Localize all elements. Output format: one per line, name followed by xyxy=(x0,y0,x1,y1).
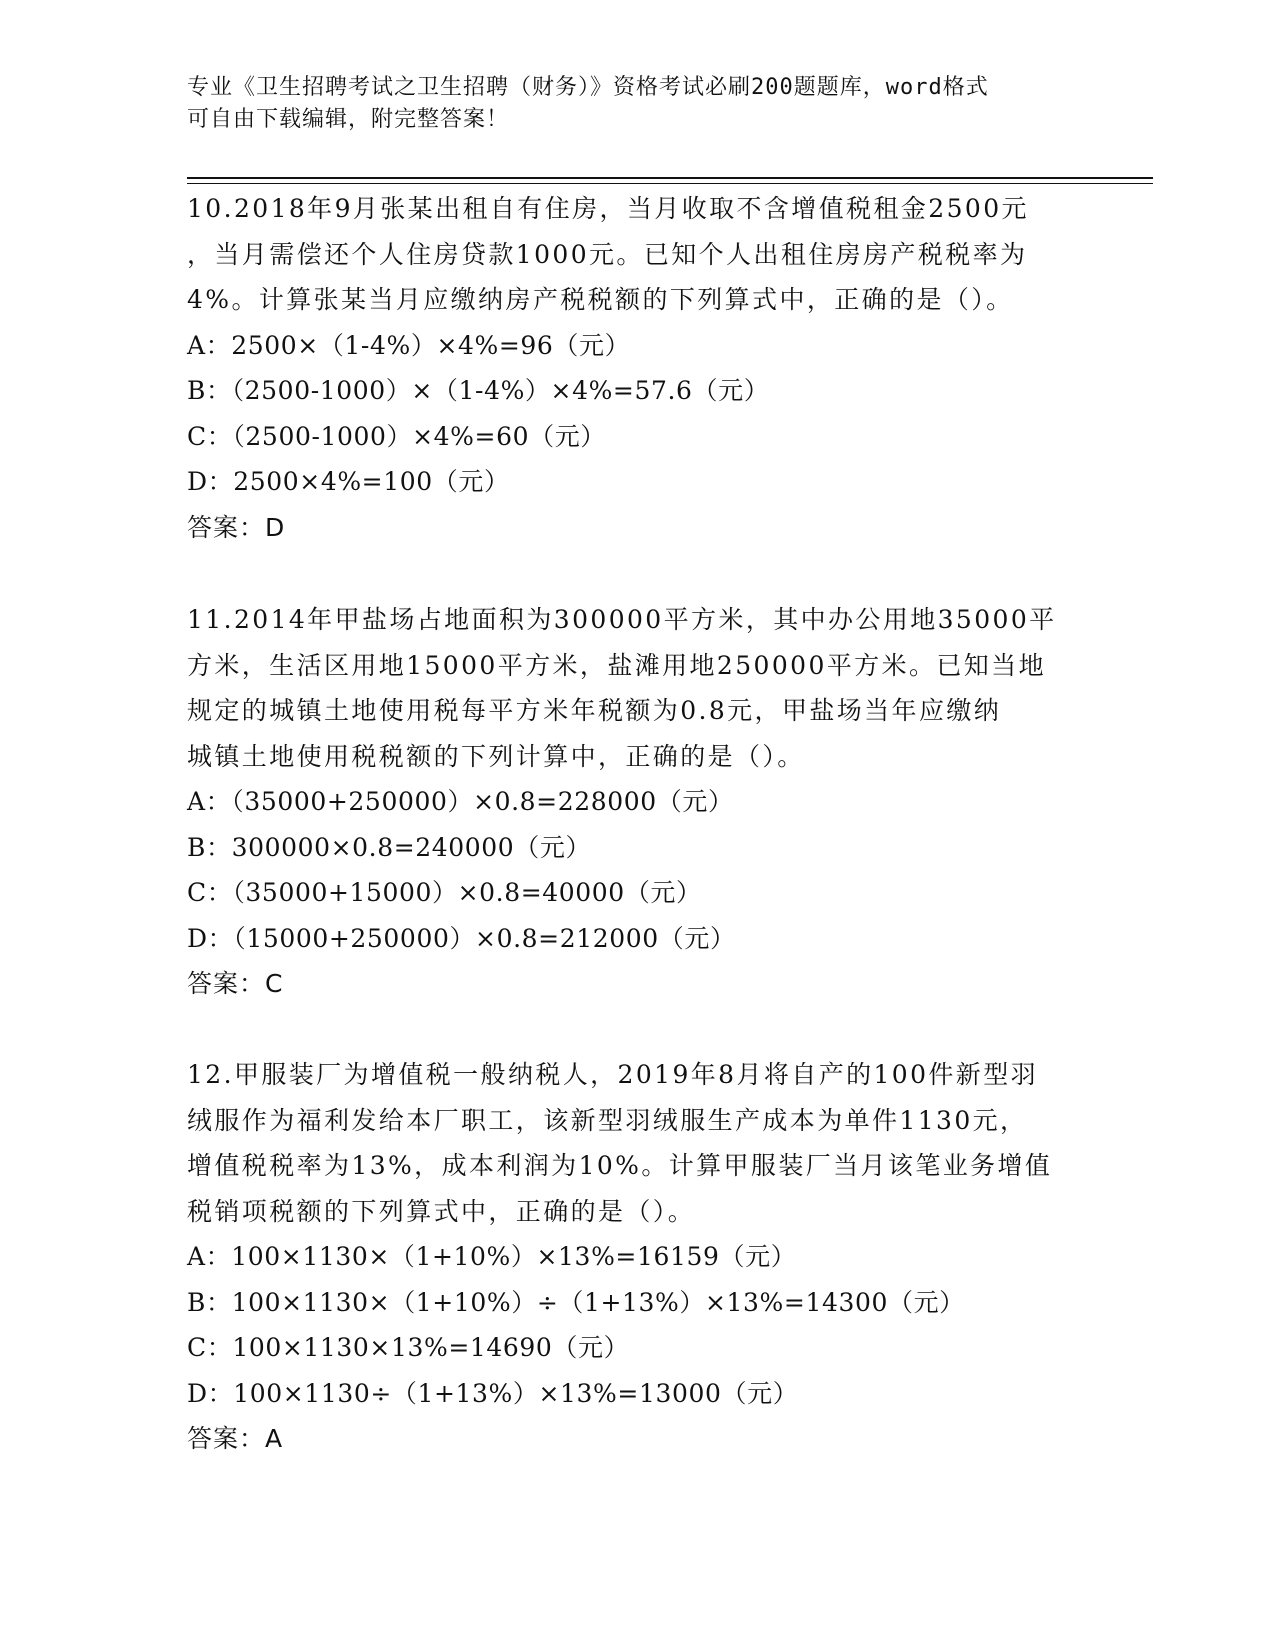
question-stem xyxy=(187,186,1087,323)
option-a: A：（35000+250000）×0.8=228000（元） xyxy=(187,787,734,816)
answer: 答案：C xyxy=(187,969,284,998)
question-12 xyxy=(187,1052,1087,1462)
option-c: C：100×1130×13%=14690（元） xyxy=(187,1333,630,1362)
stem-line: 税销项税额的下列算式中，正确的是（）。 xyxy=(187,1196,696,1226)
option-d: D：2500×4%=100（元） xyxy=(187,467,510,496)
header-line-2: 可自由下载编辑，附完整答案！ xyxy=(187,107,510,132)
header-line-1: 专业《卫生招聘考试之卫生招聘（财务）》资格考试必刷200题题库，word格式 xyxy=(187,75,989,100)
option-d: D：100×1130÷（1+13%）×13%=13000（元） xyxy=(187,1378,799,1408)
option-a: A：100×1130×（1+10%）×13%=16159（元） xyxy=(187,1242,797,1271)
question-stem xyxy=(187,597,1087,779)
header-divider-thick xyxy=(187,177,1153,179)
stem-line: 绒服作为福利发给本厂职工，该新型羽绒服生产成本为单件1130元， xyxy=(187,1105,1028,1135)
option-c: C：（35000+15000）×0.8=40000（元） xyxy=(187,878,702,907)
stem-line: ，当月需偿还个人住房贷款1000元。已知个人出租住房房产税税率为 xyxy=(187,239,1028,269)
document-header xyxy=(187,72,1087,136)
stem-line: 方米，生活区用地15000平方米，盐滩用地250000平方米。已知当地 xyxy=(187,650,1046,680)
stem-line: 城镇土地使用税税额的下列计算中，正确的是（）。 xyxy=(187,741,805,771)
header-divider-thin xyxy=(187,183,1153,184)
question-stem xyxy=(187,1052,1087,1234)
question-10 xyxy=(187,186,1087,551)
option-c: C：（2500-1000）×4%=60（元） xyxy=(187,421,606,451)
answer: 答案：D xyxy=(187,512,286,542)
stem-line: 10.2018年9月张某出租自有住房，当月收取不含增值税租金2500元 xyxy=(187,194,1029,223)
stem-line: 增值税税率为13%，成本利润为10%。计算甲服装厂当月该笔业务增值 xyxy=(187,1151,1053,1180)
stem-line: 规定的城镇土地使用税每平方米年税额为0.8元，甲盐场当年应缴纳 xyxy=(187,696,1002,725)
stem-line: 4%。计算张某当月应缴纳房产税税额的下列算式中，正确的是（）。 xyxy=(187,285,1014,314)
stem-line: 12.甲服装厂为增值税一般纳税人，2019年8月将自产的100件新型羽 xyxy=(187,1060,1039,1089)
option-a: A：2500×（1-4%）×4%=96（元） xyxy=(187,330,631,360)
question-11 xyxy=(187,597,1087,1007)
option-b: B：100×1130×（1+10%）÷（1+13%）×13%=14300（元） xyxy=(187,1287,965,1317)
option-b: B：300000×0.8=240000（元） xyxy=(187,832,592,862)
option-b: B：（2500-1000）×（1-4%）×4%=57.6（元） xyxy=(187,376,770,405)
option-d: D：（15000+250000）×0.8=212000（元） xyxy=(187,923,736,953)
answer: 答案：A xyxy=(187,1424,284,1453)
stem-line: 11.2014年甲盐场占地面积为300000平方米，其中办公用地35000平 xyxy=(187,605,1057,634)
